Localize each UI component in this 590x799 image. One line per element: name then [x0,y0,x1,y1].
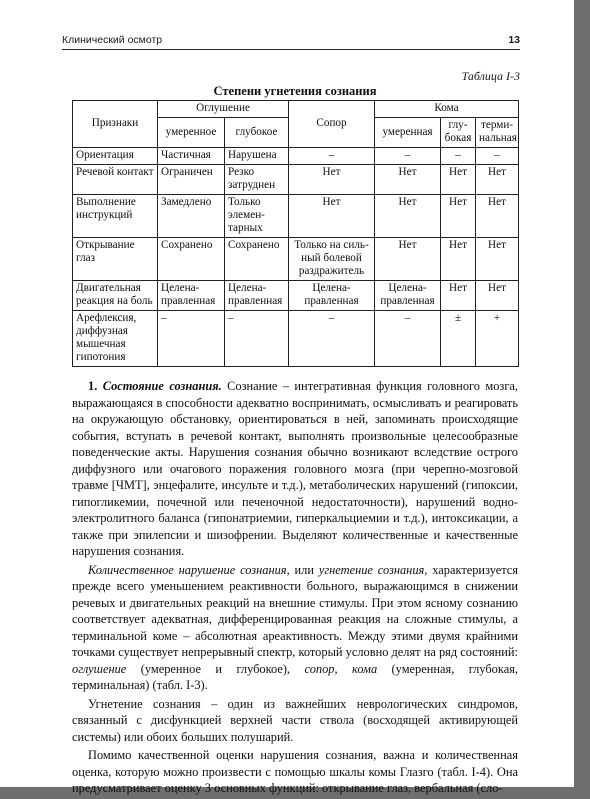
value-cell-line: – [494,149,500,161]
value-cell-line: Нет [398,196,417,208]
paragraph: Помимо качественной оценки нарушения сознания, важна и количественная оценка, которую можно произвести с помощью шкалы комы Глазго (табл. I-4). Она предусматривает оценку 3 основных функций: открывание глаз, вербальная (сло- [72,748,518,795]
paragraph: Угнетение сознания – один из важнейших неврологических синдромов, связанный с дисфункцией верхней части ствола (восходящей активирующей системы) или обоих больших полушарий. [72,696,518,744]
sign-cell-line: Открывание [76,239,135,251]
value-cell [375,238,441,281]
value-cell-line: Только на силь- [294,239,369,251]
value-cell [289,165,375,195]
header-coma-terminal-line: нальная [479,132,517,144]
value-cell-line: Резко [228,166,255,178]
running-title: Клинический осмотр [62,34,163,46]
value-cell-line: ± [454,312,462,324]
table-row [73,238,519,281]
value-cell [441,281,476,311]
sign-cell [73,148,158,165]
table-row [73,195,519,238]
value-cell-line: – [161,312,167,324]
value-cell-line: Целена- [228,282,267,294]
sign-cell-line: реакция на боль [76,295,153,307]
value-cell [225,148,289,165]
value-cell [158,238,225,281]
sign-cell [73,165,158,195]
value-cell-line: ный болевой [301,252,362,264]
value-cell-line: Нет [449,282,467,294]
value-cell-line: – [404,312,411,324]
value-cell [158,148,225,165]
header-group-stun: Оглушение [158,101,289,118]
value-cell [289,238,375,281]
term-italic: Количественное нарушение сознания [88,562,287,577]
value-cell-line: Нет [449,239,467,251]
value-cell-line: Сохранено [228,239,280,251]
value-cell-line: правленная [161,295,216,307]
header-stun-moderate: умеренное [158,118,225,148]
value-cell-line: Нет [322,166,341,178]
value-cell [476,238,519,281]
sign-cell [73,311,158,367]
value-cell [225,238,289,281]
sign-cell-line: Ориентация [76,149,134,161]
value-cell-line: + [493,312,501,324]
header-coma-deep-line: глу- [448,119,468,131]
page-number: 13 [508,34,520,46]
value-cell-line: Нет [488,166,506,178]
table-body [73,148,519,367]
value-cell [289,195,375,238]
value-cell [289,311,375,367]
value-cell-line: Нет [398,239,417,251]
value-cell [476,148,519,165]
value-cell-line: Целена- [312,282,351,294]
value-cell [158,165,225,195]
value-cell-line: затруднен [228,179,276,191]
sign-cell [73,238,158,281]
value-cell [441,311,476,367]
table-row [73,281,519,311]
value-cell-line: Только [228,196,261,208]
term-italic: угнетение сознания [318,562,425,577]
value-cell [476,281,519,311]
table-title: Степени угнетения сознания [213,84,377,98]
value-cell-line: Нет [398,166,417,178]
term-italic: сопор [304,661,335,676]
value-cell-line: правленная [228,295,283,307]
term-italic: кома [352,661,378,676]
header-coma-terminal-line: терми- [480,119,514,131]
value-cell [441,148,476,165]
table-row [73,148,519,165]
sign-cell [73,195,158,238]
value-cell-line: элемен- [228,209,265,221]
sign-cell-line: мышечная [76,338,126,350]
paragraph-text: , [334,661,352,676]
header-group-coma: Кома [375,101,519,118]
running-head [62,33,520,50]
value-cell-line: Замедлено [161,196,212,208]
paragraph-text: , характеризуется прежде всего уменьшением реактивности больного, выражающимся в снижении речевых и двигательных реакций на внешние стимулы. При этом ясному сознанию соответствует адекватная, дифференцированная реакция на сложные стимулы, а терминальной коме – абсолютная ареактивность. Между этими двумя крайними точками существует непрерывный спектр, который условно делят на ряд состояний: [72,562,518,659]
value-cell-line: правленная [380,295,435,307]
value-cell [289,281,375,311]
paragraph-text: , или [286,562,319,577]
header-coma-deep-line: бокая [444,132,472,144]
value-cell [158,311,225,367]
value-cell-line: Сохранено [161,239,213,251]
sign-cell-line: Выполнение [76,196,136,208]
value-cell [375,148,441,165]
sign-cell-line: гипотония [76,351,126,363]
body-text [72,378,518,799]
value-cell-line: Нет [488,196,506,208]
value-cell-line: – [328,312,335,324]
header-coma-deep [441,118,476,148]
value-cell [441,195,476,238]
sign-cell-line: Речевой контакт [76,166,154,178]
sign-cell [73,281,158,311]
table-number: Таблица I-3 [461,69,520,83]
value-cell-line: тарных [228,222,263,234]
value-cell-line: Нарушена [228,149,277,161]
value-cell-line: раздражитель [298,265,365,277]
value-cell-line: Нет [322,196,341,208]
sign-cell-line: Арефлексия, [76,312,137,324]
term-italic: оглушение [72,661,127,676]
value-cell-line: Ограничен [161,166,213,178]
section-number: 1. [88,379,103,393]
header-coma-moderate: умеренная [375,118,441,148]
sign-cell-line: Двигательная [76,282,141,294]
header-coma-terminal [476,118,519,148]
value-cell-line: Целена- [388,282,427,294]
value-cell [225,281,289,311]
header-sopor: Сопор [289,101,375,148]
sign-cell-line: глаз [76,252,95,264]
value-cell-line: Частичная [161,149,211,161]
table-row [73,311,519,367]
value-cell [225,311,289,367]
value-cell [225,165,289,195]
header-stun-deep: глубокое [225,118,289,148]
value-cell-line: правленная [304,295,359,307]
paragraph-text: (умеренное и глубокое), [126,661,305,676]
value-cell-line: – [228,312,234,324]
value-cell-line: – [455,149,461,161]
value-cell [158,281,225,311]
value-cell-line: – [404,149,411,161]
value-cell [441,165,476,195]
value-cell [158,195,225,238]
paragraph [72,562,518,694]
value-cell [375,165,441,195]
paragraph-text: Сознание – интегративная функция головного мозга, выражающаяся в способности адекватно воспринимать, осмысливать и реагировать на окружающую обстановку, ориентироваться в ней, запоминать происходящие события, вступать в речевой контакт, выполнять произвольные целесообразные поведенческие акты. Нарушения сознания обычно возникают вследствие острого диффузного или очагового поражения головного мозга (при черепно-мозговой травме [ЧМТ], энцефалите, инсульте и т.д.), метаболических нарушений (гипоксии, гипогликемии, почечной или печеночной недостаточности), нарушений водно-электролитного баланса (гипонатриемии, гиперкальциемии и т.д.), интоксикации, а также при эпилепсии и шизофрении. Выделяют количественные и качественные нарушения сознания. [72,379,519,558]
sign-cell-line: диффузная [76,325,128,337]
value-cell-line: Нет [449,166,467,178]
value-cell [375,281,441,311]
value-cell [375,311,441,367]
value-cell [476,165,519,195]
value-cell [225,195,289,238]
header-signs: Признаки [73,101,158,148]
paragraph [72,378,518,560]
value-cell-line: Нет [488,282,506,294]
table-row [73,165,519,195]
value-cell-line: Нет [449,196,467,208]
value-cell-line: – [328,149,335,161]
consciousness-table [72,100,519,367]
paragraph-text: (умеренная, глубокая, терминальная) (табл. I-3). [72,661,519,692]
section-term: Состояние сознания. [102,379,222,393]
value-cell [476,311,519,367]
value-cell [289,148,375,165]
value-cell-line: Нет [488,239,506,251]
value-cell [476,195,519,238]
value-cell [375,195,441,238]
sign-cell-line: инструкций [76,209,133,221]
value-cell [441,238,476,281]
value-cell-line: Целена- [161,282,200,294]
